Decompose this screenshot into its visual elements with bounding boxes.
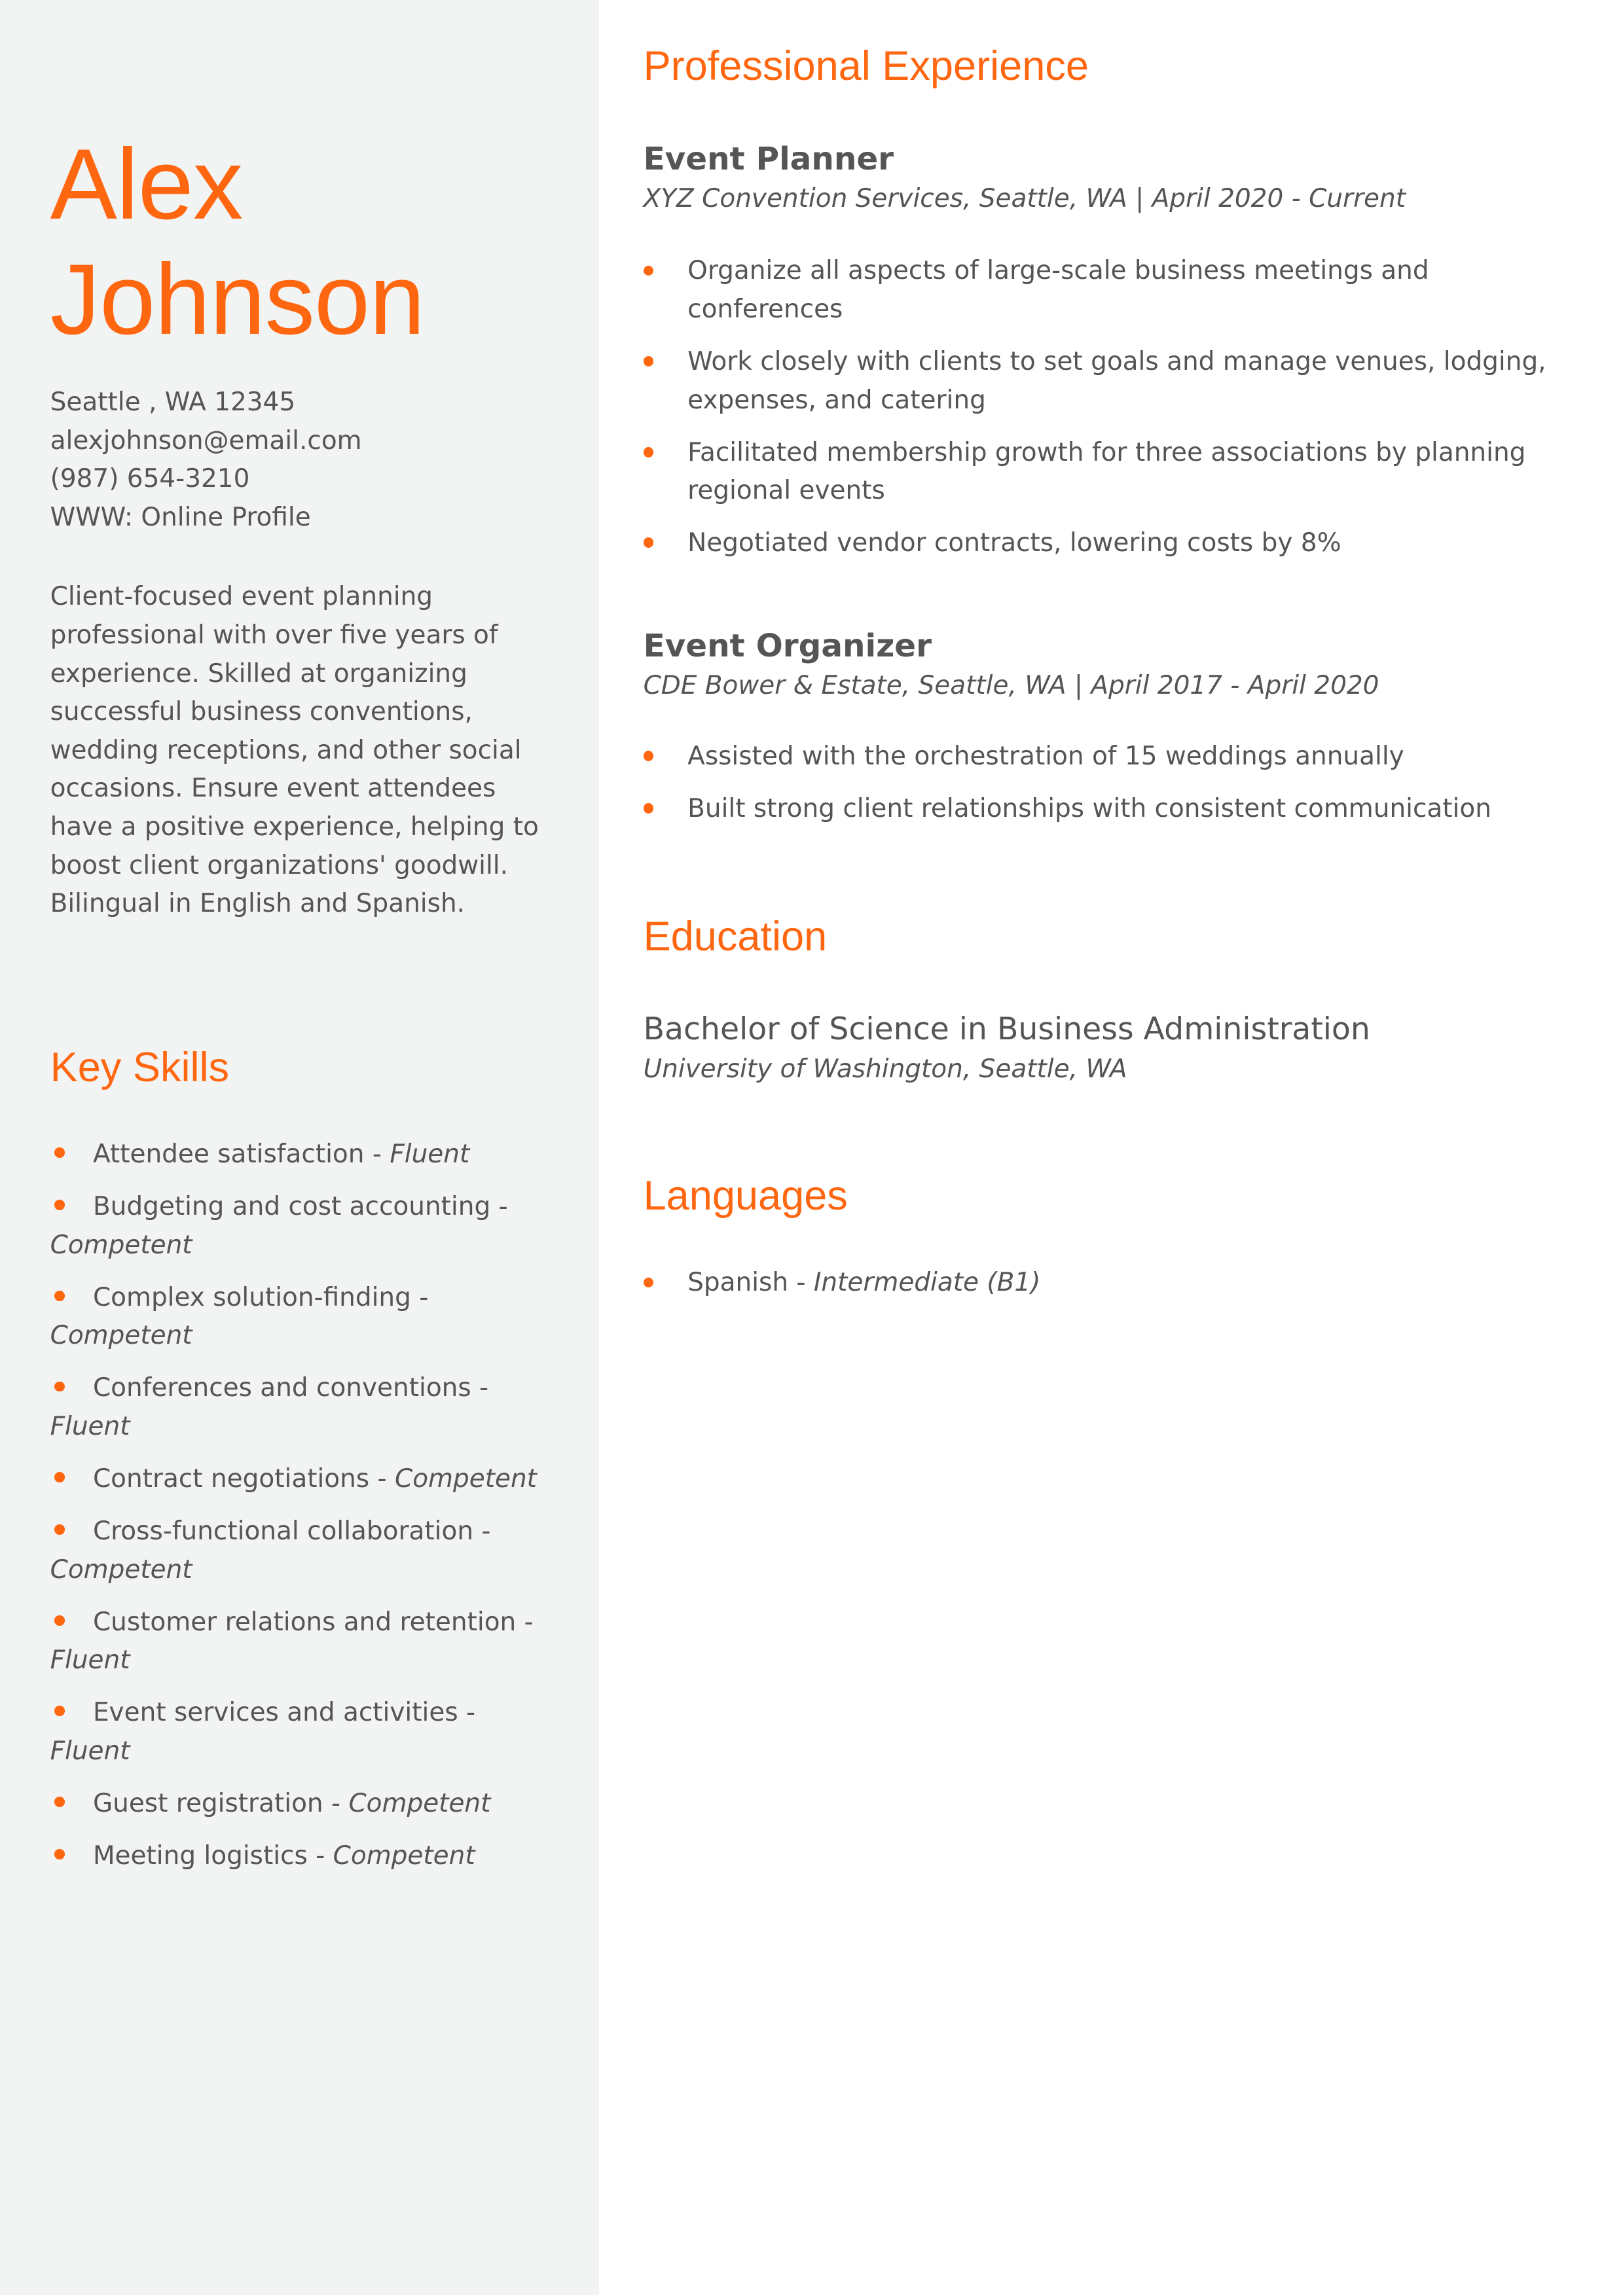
language-level: Intermediate (B1): [813, 1268, 1041, 1298]
job-title: Event Organizer: [643, 627, 932, 664]
job-bullet: [644, 434, 1573, 511]
bullet-text: Built strong client relationships with consistent communication: [687, 793, 1491, 823]
skill-level: Fluent: [390, 1139, 470, 1170]
skill-name: Complex solution-finding: [92, 1282, 411, 1312]
school: University of Washington, Seattle, WA: [643, 1054, 1127, 1084]
skill-name: Cross-functional collaboration: [92, 1516, 474, 1547]
job-bullet: [644, 343, 1573, 420]
skill-level: Competent: [50, 1230, 192, 1260]
skill-name: Budgeting and cost accounting: [92, 1192, 491, 1222]
skill-level: Competent: [348, 1788, 491, 1818]
skill-level: Competent: [333, 1840, 475, 1871]
skill-level: Competent: [50, 1554, 192, 1585]
bullet-icon: [54, 1797, 65, 1807]
bullet-icon: [54, 1382, 65, 1392]
experience-heading: Professional Experience: [643, 43, 1089, 90]
sidebar: [0, 0, 599, 2295]
email[interactable]: alexjohnson@email.com: [50, 425, 362, 456]
skill-item: Contract negotiations - Competent: [50, 1460, 559, 1499]
bullet-icon: [54, 1200, 65, 1210]
bullet-icon: [644, 1278, 654, 1288]
skills-list: [50, 1136, 559, 1890]
bullet-icon: [54, 1147, 65, 1158]
education-heading: Education: [643, 913, 828, 960]
last-name: Johnson: [50, 243, 425, 355]
first-name: Alex: [50, 128, 243, 240]
skill-level: Competent: [50, 1321, 192, 1351]
job-bullet: [644, 738, 1573, 776]
candidate-name: [50, 127, 424, 357]
skill-level: Fluent: [50, 1645, 130, 1676]
bullet-icon: [54, 1291, 65, 1301]
skill-item: Budgeting and cost accounting - Competent: [50, 1192, 508, 1260]
bullet-icon: [644, 266, 654, 276]
bullet-text: Negotiated vendor contracts, lowering costs by 8%: [687, 528, 1341, 558]
phone: (987) 654-3210: [50, 464, 250, 494]
skill-level: Fluent: [50, 1412, 130, 1442]
skill-item: Attendee satisfaction - Fluent: [50, 1136, 559, 1174]
skill-name: Customer relations and retention: [92, 1607, 517, 1637]
skill-level: Fluent: [50, 1736, 130, 1766]
skill-level: Competent: [395, 1464, 537, 1494]
job-entry: [644, 139, 1573, 577]
language-item: Spanish - Intermediate (B1): [644, 1264, 1573, 1302]
skill-item: Complex solution-finding - Competent: [50, 1282, 429, 1351]
bullet-icon: [54, 1472, 65, 1482]
job-subtitle: CDE Bower & Estate, Seattle, WA | April 2017 - April 2020: [643, 670, 1379, 700]
languages-list: [644, 1264, 1573, 1302]
skill-name: Meeting logistics: [92, 1840, 308, 1871]
job-bullet: [644, 524, 1573, 563]
skill-item: Customer relations and retention - Fluent: [50, 1607, 534, 1676]
skill-item: Meeting logistics - Competent: [50, 1837, 559, 1876]
summary: Client-focused event planning professional with over five years of experience. Skilled at organizing successful business conventions, wedding receptions, and other social occasions. Ensure event attendees have a positive experience, helping to boost client organizations' goodwill. Bilingual in English and Spanish.: [50, 582, 539, 919]
bullet-text: Work closely with clients to set goals and manage venues, lodging, expenses, and catering: [687, 346, 1546, 415]
address: Seattle , WA 12345: [50, 387, 296, 417]
bullet-icon: [54, 1706, 65, 1716]
bullet-text: Facilitated membership growth for three associations by planning regional events: [687, 437, 1526, 506]
web-profile[interactable]: WWW: Online Profile: [50, 502, 311, 532]
job-bullets: [644, 252, 1573, 562]
bullet-icon: [54, 1524, 65, 1535]
language-name: Spanish: [687, 1268, 789, 1298]
job-subtitle: XYZ Convention Services, Seattle, WA | April 2020 - Current: [643, 183, 1406, 213]
bullet-icon: [644, 356, 654, 367]
bullet-icon: [644, 537, 654, 548]
education-entry: [644, 1009, 1573, 1088]
skill-name: Attendee satisfaction: [92, 1139, 365, 1170]
contact-info: [50, 384, 362, 537]
skill-item: Cross-functional collaboration - Competent: [50, 1516, 491, 1585]
bullet-text: Organize all aspects of large-scale business meetings and conferences: [687, 256, 1429, 324]
job-bullet: [644, 252, 1573, 329]
bullet-icon: [54, 1849, 65, 1859]
skill-item: Guest registration - Competent: [50, 1785, 559, 1823]
languages-heading: Languages: [643, 1173, 848, 1219]
job-bullet: [644, 790, 1573, 829]
skill-item: Event services and activities - Fluent: [50, 1698, 476, 1766]
bullet-icon: [644, 751, 654, 761]
skill-item: Conferences and conventions - Fluent: [50, 1373, 489, 1442]
job-entry: [644, 626, 1573, 842]
degree: Bachelor of Science in Business Administration: [643, 1011, 1370, 1048]
skill-name: Event services and activities: [92, 1698, 458, 1728]
skill-name: Conferences and conventions: [92, 1373, 471, 1403]
bullet-text: Assisted with the orchestration of 15 weddings annually: [687, 741, 1404, 771]
bullet-icon: [644, 803, 654, 814]
job-bullets: [644, 738, 1573, 829]
skills-heading: Key Skills: [50, 1045, 230, 1091]
skill-name: Guest registration: [92, 1788, 323, 1818]
job-title: Event Planner: [643, 140, 894, 177]
bullet-icon: [644, 447, 654, 457]
bullet-icon: [54, 1615, 65, 1626]
skill-name: Contract negotiations: [92, 1464, 370, 1494]
